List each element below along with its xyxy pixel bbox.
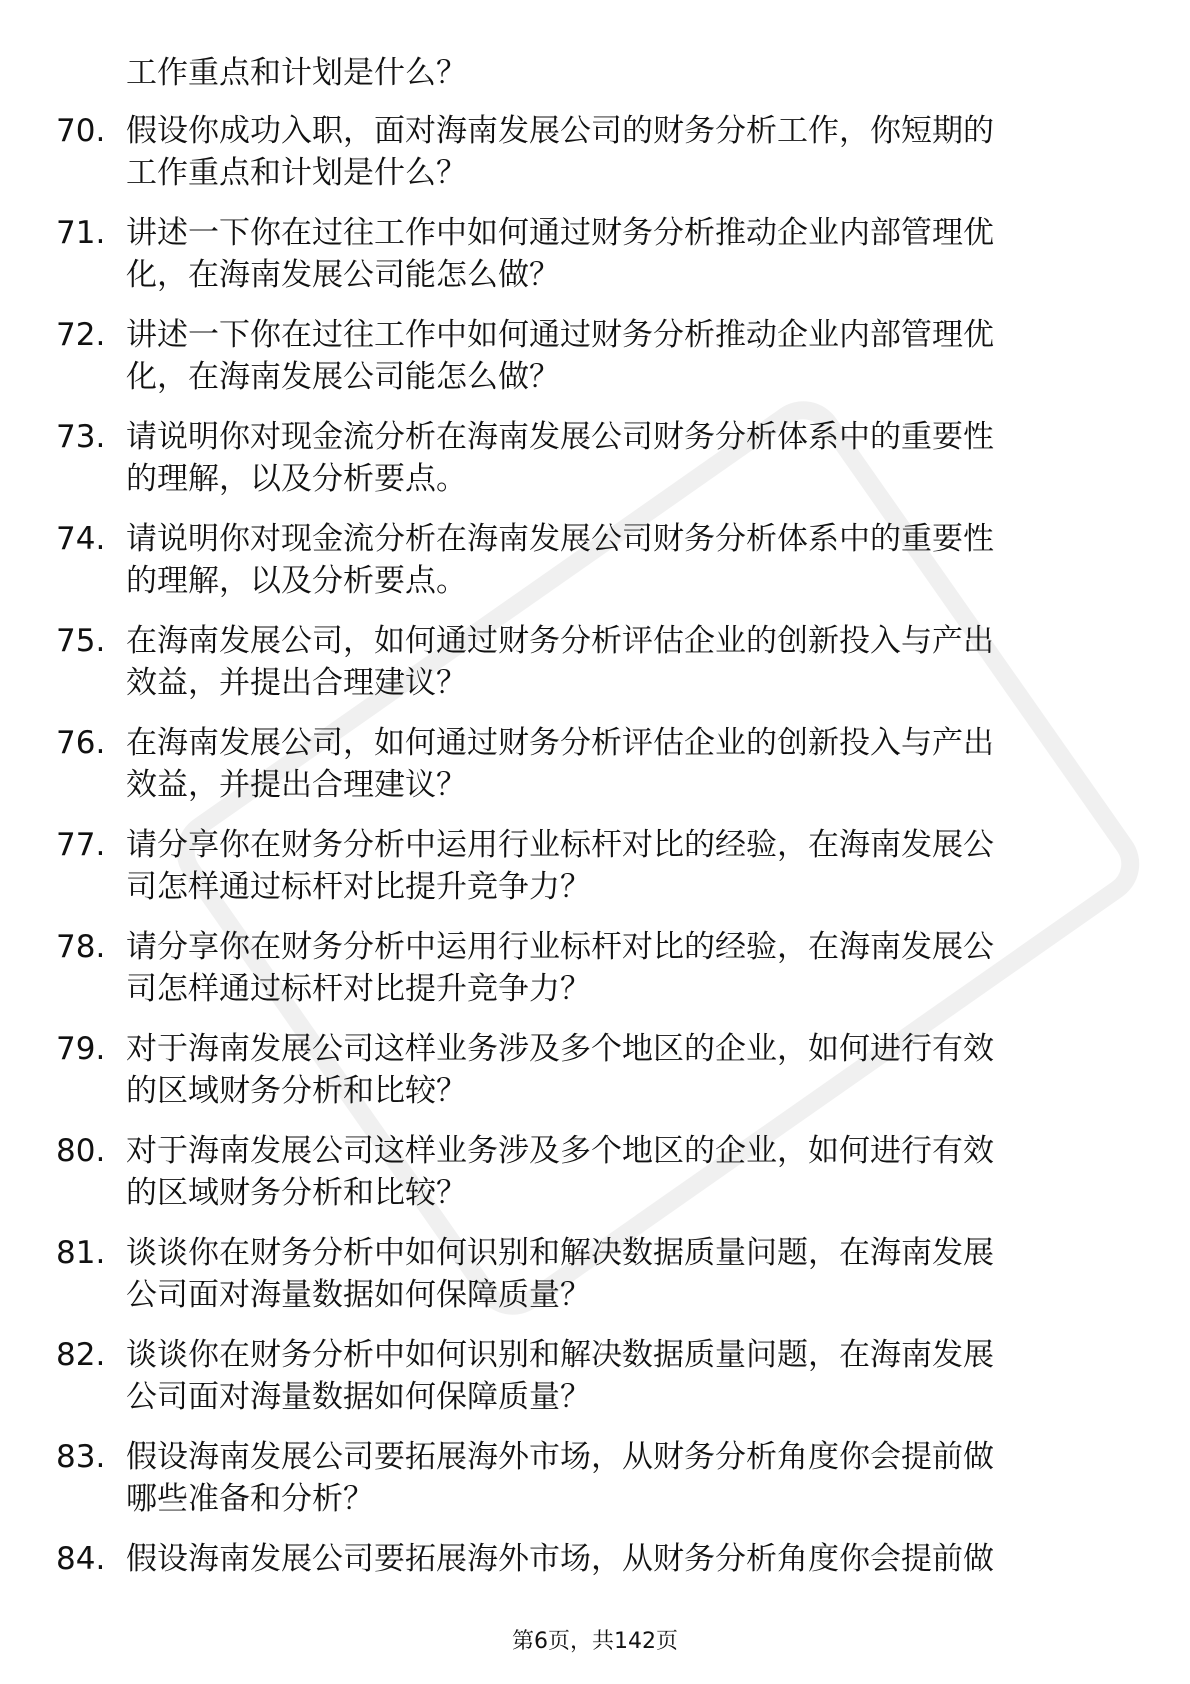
question-item: [56, 824, 1116, 926]
question-line: 假设你成功入职，面对海南发展公司的财务分析工作，你短期的: [126, 113, 994, 149]
question-text: [126, 416, 1116, 500]
question-line: 请分享你在财务分析中运用行业标杆对比的经验，在海南发展公: [126, 827, 994, 863]
question-number: 72.: [56, 317, 106, 353]
question-item: [56, 110, 1116, 212]
question-line: 公司面对海量数据如何保障质量？: [126, 1277, 591, 1313]
question-line: 请说明你对现金流分析在海南发展公司财务分析体系中的重要性: [126, 419, 994, 455]
question-line: 假设海南发展公司要拓展海外市场，从财务分析角度你会提前做: [126, 1541, 994, 1577]
question-line: 在海南发展公司，如何通过财务分析评估企业的创新投入与产出: [126, 725, 994, 761]
question-number: 78.: [56, 929, 106, 965]
question-text: [126, 212, 1116, 296]
question-item: [56, 1130, 1116, 1232]
question-number: 79.: [56, 1031, 106, 1067]
question-item: [56, 926, 1116, 1028]
question-line: 效益，并提出合理建议？: [126, 665, 467, 701]
question-line: 请分享你在财务分析中运用行业标杆对比的经验，在海南发展公: [126, 929, 994, 965]
question-line: 的理解，以及分析要点。: [126, 461, 467, 497]
question-text: [126, 110, 1116, 194]
question-line: 化，在海南发展公司能怎么做？: [126, 257, 560, 293]
question-number: 71.: [56, 215, 106, 251]
question-text: [126, 314, 1116, 398]
question-text: [126, 1334, 1116, 1418]
question-line: 哪些准备和分析？: [126, 1481, 374, 1517]
question-number: 77.: [56, 827, 106, 863]
question-line: 谈谈你在财务分析中如何识别和解决数据质量问题，在海南发展: [126, 1235, 994, 1271]
question-item: [56, 1232, 1116, 1334]
question-list: [56, 110, 1116, 1640]
question-line: 化，在海南发展公司能怎么做？: [126, 359, 560, 395]
question-number: 76.: [56, 725, 106, 761]
question-item: [56, 1334, 1116, 1436]
question-number: 73.: [56, 419, 106, 455]
question-line: 对于海南发展公司这样业务涉及多个地区的企业，如何进行有效: [126, 1133, 994, 1169]
question-text: [126, 1538, 1116, 1580]
question-line: 在海南发展公司，如何通过财务分析评估企业的创新投入与产出: [126, 623, 994, 659]
page-footer: 第6页，共142页: [512, 1629, 678, 1654]
question-number: 82.: [56, 1337, 106, 1373]
question-line: 司怎样通过标杆对比提升竞争力？: [126, 869, 591, 905]
question-number: 75.: [56, 623, 106, 659]
question-line: 司怎样通过标杆对比提升竞争力？: [126, 971, 591, 1007]
question-number: 84.: [56, 1541, 106, 1577]
question-text: [126, 620, 1116, 704]
question-number: 74.: [56, 521, 106, 557]
question-text: [126, 722, 1116, 806]
question-line: 的理解，以及分析要点。: [126, 563, 467, 599]
question-number: 70.: [56, 113, 106, 149]
question-number: 83.: [56, 1439, 106, 1475]
question-text: [126, 1436, 1116, 1520]
question-line: 公司面对海量数据如何保障质量？: [126, 1379, 591, 1415]
question-text: [126, 926, 1116, 1010]
question-text: [126, 1028, 1116, 1112]
question-line: 工作重点和计划是什么？: [126, 155, 467, 191]
question-item: [56, 722, 1116, 824]
question-line: 请说明你对现金流分析在海南发展公司财务分析体系中的重要性: [126, 521, 994, 557]
question-item: [56, 314, 1116, 416]
question-text: [126, 1232, 1116, 1316]
question-line: 的区域财务分析和比较？: [126, 1073, 467, 1109]
question-number: 81.: [56, 1235, 106, 1271]
question-line: 的区域财务分析和比较？: [126, 1175, 467, 1211]
question-item: [56, 212, 1116, 314]
question-item: [56, 518, 1116, 620]
question-line: 效益，并提出合理建议？: [126, 767, 467, 803]
question-text: [126, 518, 1116, 602]
question-line: 讲述一下你在过往工作中如何通过财务分析推动企业内部管理优: [126, 215, 994, 251]
question-item: [56, 1538, 1116, 1640]
question-text: [126, 1130, 1116, 1214]
question-number: 80.: [56, 1133, 106, 1169]
question-item: [56, 620, 1116, 722]
question-item: [56, 416, 1116, 518]
question-line: 假设海南发展公司要拓展海外市场，从财务分析角度你会提前做: [126, 1439, 994, 1475]
continuation-line: 工作重点和计划是什么？: [126, 55, 467, 91]
question-line: 讲述一下你在过往工作中如何通过财务分析推动企业内部管理优: [126, 317, 994, 353]
question-item: [56, 1028, 1116, 1130]
question-item: [56, 1436, 1116, 1538]
question-line: 对于海南发展公司这样业务涉及多个地区的企业，如何进行有效: [126, 1031, 994, 1067]
question-text: [126, 824, 1116, 908]
question-line: 谈谈你在财务分析中如何识别和解决数据质量问题，在海南发展: [126, 1337, 994, 1373]
